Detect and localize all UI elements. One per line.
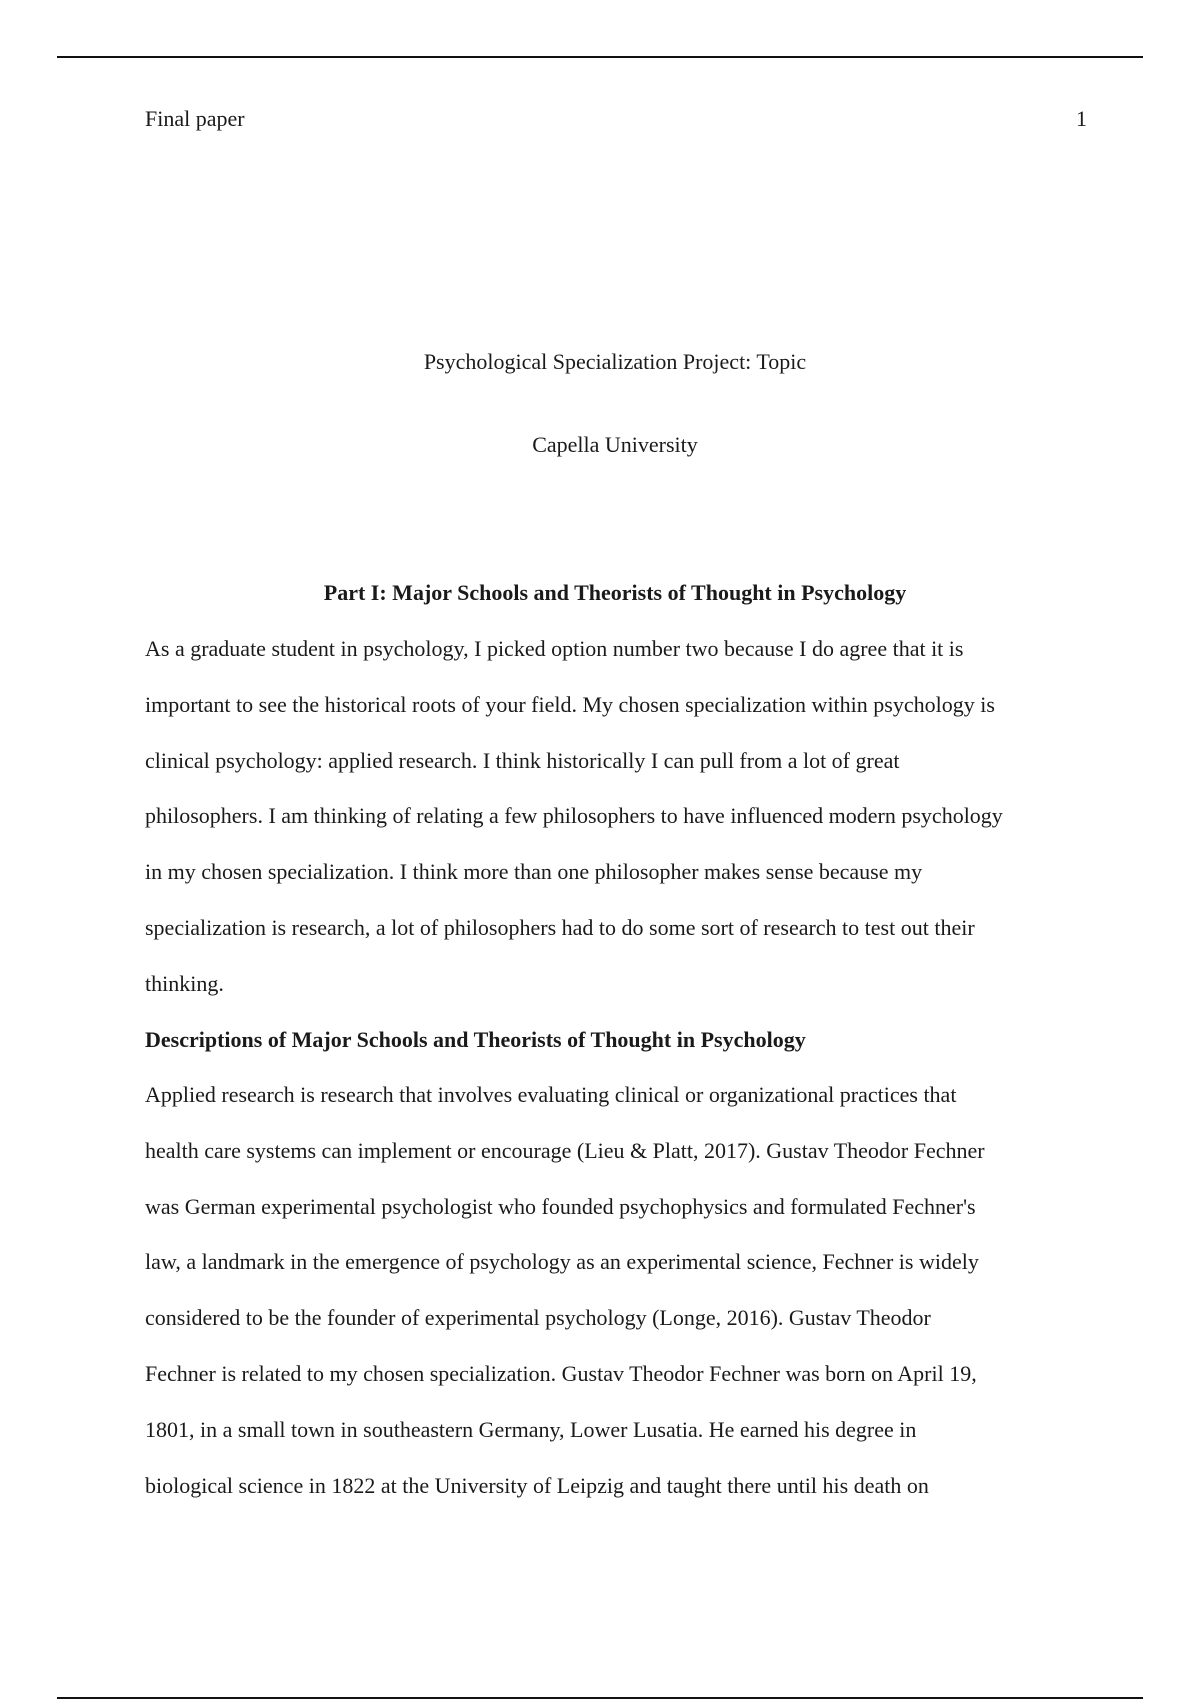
paragraph-line: thinking. (145, 970, 224, 996)
page-number: 1 (1076, 106, 1087, 131)
paragraph-line: health care systems can implement or encourage (Lieu & Platt, 2017). Gustav Theodor Fechner (145, 1137, 985, 1163)
top-page-rule (57, 56, 1143, 58)
paragraph-line: Applied research is research that involves evaluating clinical or organizational practices that (145, 1082, 957, 1107)
paragraph-line: in my chosen specialization. I think more than one philosopher makes sense because my (145, 859, 923, 885)
running-head: Final paper (145, 106, 245, 131)
paragraph-line: 1801, in a small town in southeastern Germany, Lower Lusatia. He earned his degree in (145, 1416, 917, 1442)
paragraph-line: clinical psychology: applied research. I think historically I can pull from a lot of great (145, 747, 900, 773)
bottom-page-rule (57, 1697, 1143, 1699)
paragraph-line: biological science in 1822 at the University of Leipzig and taught there until his death on (145, 1472, 929, 1498)
paragraph-line: As a graduate student in psychology, I picked option number two because I do agree that it is (145, 636, 964, 661)
paragraph-line: philosophers. I am thinking of relating a few philosophers to have influenced modern psychology (145, 803, 1003, 829)
paragraph-line: Fechner is related to my chosen specialization. Gustav Theodor Fechner was born on April 19, (145, 1360, 977, 1386)
paragraph-line: was German experimental psychologist who founded psychophysics and formulated Fechner's (145, 1193, 976, 1219)
paragraph-line: law, a landmark in the emergence of psychology as an experimental science, Fechner is widely (145, 1249, 979, 1275)
paragraph-line: important to see the historical roots of your field. My chosen specialization within psychology is (145, 691, 995, 717)
institution-name: Capella University (532, 432, 698, 457)
paragraph-line: specialization is research, a lot of philosophers had to do some sort of research to test out their (145, 914, 975, 940)
paper-title: Psychological Specialization Project: Topic (423, 349, 807, 374)
paragraph-descriptions (145, 1067, 1105, 1513)
part-heading: Part I: Major Schools and Theorists of Thought in Psychology (323, 580, 907, 605)
paragraph-line: considered to be the founder of experimental psychology (Longe, 2016). Gustav Theodor (145, 1305, 931, 1331)
paragraph-intro (145, 621, 1105, 1012)
section-subheading: Descriptions of Major Schools and Theorists of Thought in Psychology (145, 1027, 806, 1052)
